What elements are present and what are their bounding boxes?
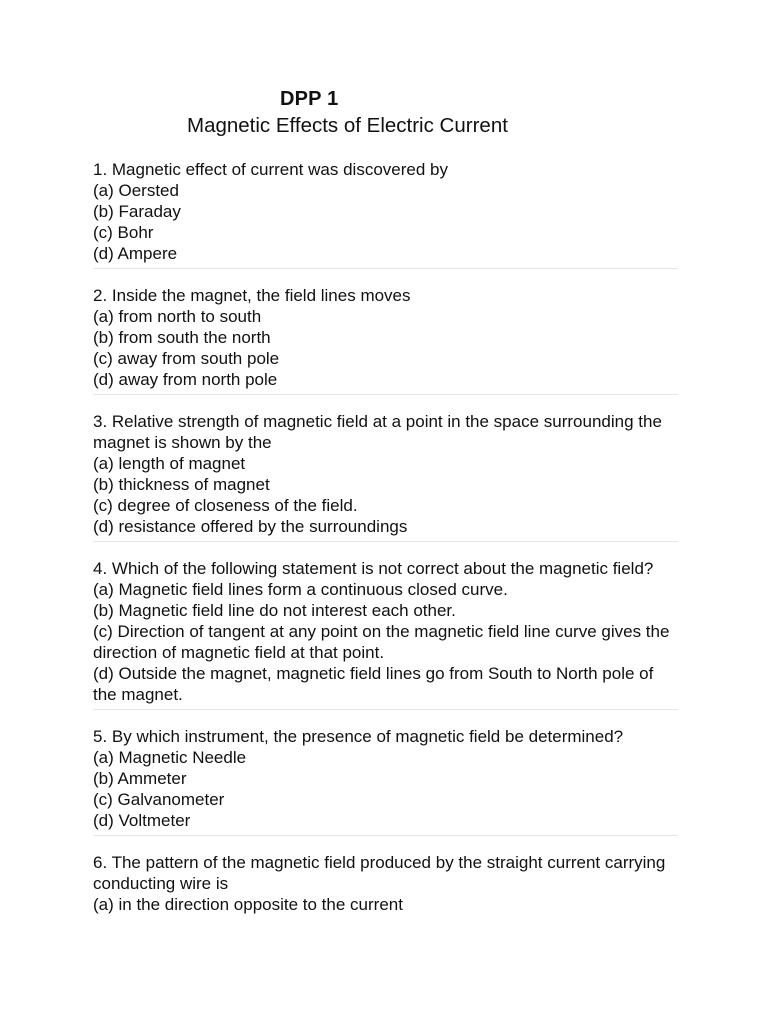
question-2 [93,285,678,395]
option-a: (a) Magnetic field lines form a continuous closed curve. [93,580,508,599]
question-text: 1. Magnetic effect of current was discovered by [93,160,448,179]
question-5 [93,726,678,836]
option-a: (a) Magnetic Needle [93,748,247,767]
option-c: (c) Galvanometer [93,790,225,809]
option-b: (b) Magnetic field line do not interest each other. [93,601,456,620]
question-text: 4. Which of the following statement is not correct about the magnetic field? [93,559,654,578]
option-d: (d) Voltmeter [93,811,191,830]
option-a: (a) length of magnet [93,454,246,473]
question-list [93,159,678,935]
page-title: DPP 1 [280,88,339,110]
question-3 [93,411,678,542]
option-c: (c) degree of closeness of the field. [93,496,358,515]
option-b: (b) Ammeter [93,769,187,788]
option-d: (d) Ampere [93,244,178,263]
question-1 [93,159,678,269]
question-4 [93,558,678,710]
question-6 [93,852,678,919]
option-b: (b) thickness of magnet [93,475,270,494]
question-text: 6. The pattern of the magnetic field produced by the straight current carrying conducting wire is [93,853,671,893]
page-subtitle: Magnetic Effects of Electric Current [187,114,508,137]
option-a: (a) in the direction opposite to the current [93,895,403,914]
option-b: (b) from south the north [93,328,271,347]
option-d: (d) away from north pole [93,370,278,389]
option-c: (c) Direction of tangent at any point on the magnetic field line curve gives the direction of magnetic field at that point. [93,622,675,662]
question-text: 5. By which instrument, the presence of magnetic field be determined? [93,727,624,746]
question-text: 2. Inside the magnet, the field lines moves [93,286,411,305]
question-text: 3. Relative strength of magnetic field at a point in the space surrounding the magnet is shown by the [93,412,667,452]
option-a: (a) from north to south [93,307,262,326]
option-d: (d) resistance offered by the surroundings [93,517,408,536]
option-c: (c) away from south pole [93,349,280,368]
option-d: (d) Outside the magnet, magnetic field lines go from South to North pole of the magnet. [93,664,659,704]
option-c: (c) Bohr [93,223,154,242]
option-b: (b) Faraday [93,202,181,221]
option-a: (a) Oersted [93,181,179,200]
